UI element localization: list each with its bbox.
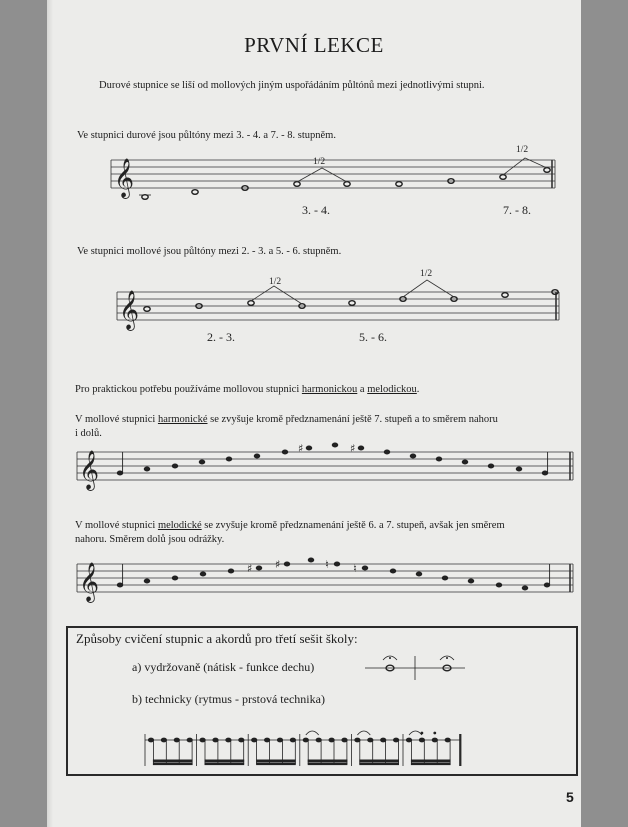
beam [257, 760, 296, 762]
beam [153, 760, 192, 762]
note [303, 738, 308, 742]
beam [411, 763, 450, 765]
note [213, 738, 218, 742]
beam [411, 760, 450, 762]
beam [308, 763, 347, 765]
halftone-label: 1/2 [313, 157, 326, 167]
sharp-icon: ♯ [275, 558, 281, 571]
treble-clef-icon: 𝄞 [79, 450, 100, 490]
note [406, 738, 411, 742]
natural-icon: ♮ [325, 558, 329, 571]
treble-clef-icon: 𝄞 [79, 562, 100, 602]
halftone-label: 1/2 [516, 145, 529, 155]
note [148, 738, 153, 742]
slur [306, 731, 319, 735]
note [174, 738, 179, 742]
degree-label: 7. - 8. [503, 203, 531, 217]
staccato-dot [421, 732, 423, 734]
sharp-icon: ♯ [247, 562, 253, 575]
box-item-a: a) vydržovaně (nátisk - funkce dechu) [132, 660, 315, 674]
degree-label: 2. - 3. [207, 330, 235, 344]
beam [308, 760, 347, 762]
harmonic-text-line2: i dolů. [75, 428, 102, 439]
practical-text: Pro praktickou potřebu používáme mollovou stupnici harmonickou a melodickou. [75, 384, 420, 395]
note [394, 738, 399, 742]
halftone-label: 1/2 [269, 277, 282, 287]
note [419, 738, 424, 742]
note [316, 738, 321, 742]
sharp-icon: ♯ [298, 442, 304, 455]
major-scale-text: Ve stupnici durové jsou půltóny mezi 3. - 4. a 7. - 8. stupněm. [77, 130, 336, 141]
note [161, 738, 166, 742]
minor-scale-text: Ve stupnici mollové jsou půltóny mezi 2. - 3. a 5. - 6. stupněm. [77, 246, 342, 257]
melodic-text-line1: V mollové stupnici melodické se zvyšuje kromě předznamenání ještě 6. a 7. stupeň, avšak jen směrem [75, 520, 505, 531]
treble-clef-icon: 𝄞 [114, 158, 135, 198]
melodic-text-line2: nahoru. Směrem dolů jsou odrážky. [75, 534, 225, 545]
degree-label: 5. - 6. [359, 330, 387, 344]
note [187, 738, 192, 742]
book-page [47, 0, 581, 827]
note [381, 738, 386, 742]
box-item-b: b) technicky (rytmus - prstová technika) [132, 692, 325, 706]
intro-text: Durové stupnice se liší od mollových jiným uspořádáním půltónů mezi jednotlivými stupni. [99, 80, 485, 91]
treble-clef-icon: 𝄞 [119, 290, 140, 330]
slur [357, 731, 370, 735]
beam [360, 760, 399, 762]
note [265, 738, 270, 742]
note [290, 738, 295, 742]
note [445, 738, 450, 742]
degree-label: 3. - 4. [302, 203, 330, 217]
page-title: PRVNÍ LEKCE [244, 33, 384, 57]
beam [153, 763, 192, 765]
note [226, 738, 231, 742]
note [432, 738, 437, 742]
box-music-examples [47, 0, 581, 827]
natural-icon: ♮ [353, 562, 357, 575]
beam [205, 760, 244, 762]
note [329, 738, 334, 742]
note [342, 738, 347, 742]
note [200, 738, 205, 742]
beam [257, 763, 296, 765]
box-heading: Způsoby cvičení stupnic a akordů pro třetí sešit školy: [76, 631, 358, 646]
slur [409, 731, 422, 735]
page-number: 5 [566, 789, 574, 805]
beam [205, 763, 244, 765]
note [277, 738, 282, 742]
beam [360, 763, 399, 765]
note [252, 738, 257, 742]
sharp-icon: ♯ [350, 442, 356, 455]
harmonic-text-line1: V mollové stupnici harmonické se zvyšuje kromě předznamenání ještě 7. stupeň a to směrem nahoru [75, 414, 498, 425]
staccato-dot [434, 732, 436, 734]
halftone-label: 1/2 [420, 269, 433, 279]
note [239, 738, 244, 742]
note [355, 738, 360, 742]
note [368, 738, 373, 742]
